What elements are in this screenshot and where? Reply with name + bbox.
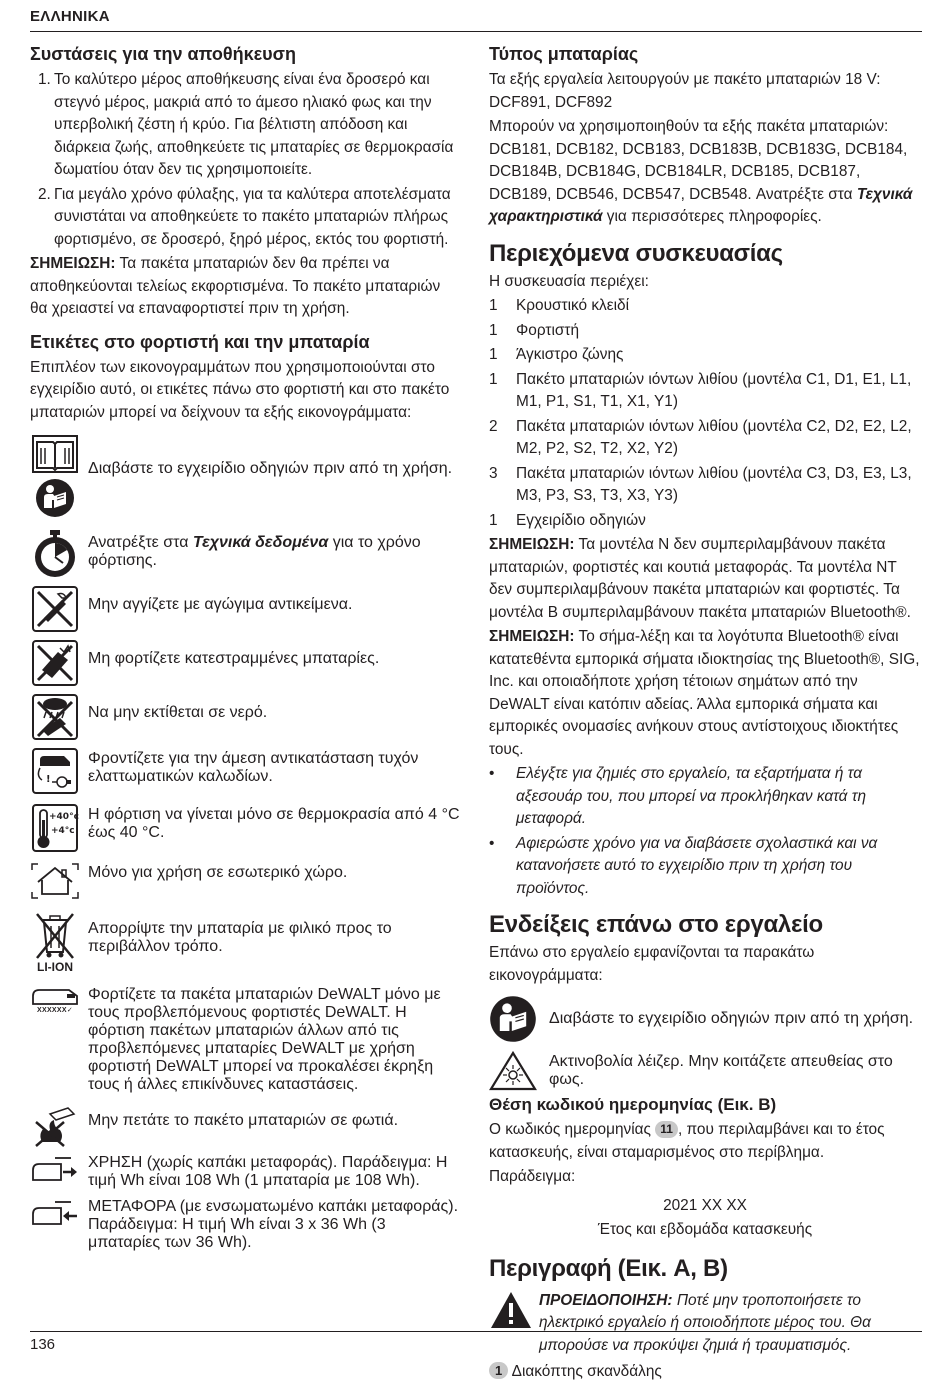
date-code-heading: Θέση κωδικού ημερομηνίας (Εικ. B): [489, 1095, 777, 1114]
label-text: ΧΡΗΣΗ (χωρίς καπάκι μεταφοράς). Παράδειγμα: Η τιμή Wh είναι 108 Wh (1 μπαταρία με 108 Wh).: [88, 1154, 448, 1189]
list-item: [30, 184, 460, 252]
warning-triangle-icon: [489, 1290, 533, 1330]
label-text: Φορτίζετε τα πακέτα μπαταριών DeWALT μόνο με τους προβλεπόμενους φορτιστές DeWALT. Η φόρτιση πακέτων μπαταριών άλλων από τις προβλεπόμενες μπαταρίες DeWALT με χρήση φορτιστή DeWALT μπορεί να προκαλέσει έκρηξη τους ή άλλες επικίνδυνες καταστάσεις.: [88, 986, 441, 1093]
label-row-conductive: [30, 586, 460, 632]
item-number: 2.: [38, 185, 51, 203]
label-text: Μη φορτίζετε κατεστραμμένες μπαταρίες.: [88, 650, 380, 667]
tool-marking-laser: [489, 1051, 921, 1091]
label-row-cord: [30, 748, 460, 794]
package-note-2: ΣΗΜΕΙΩΣΗ: Το σήμα-λέξη και τα λογότυπα Bluetooth® είναι κατατεθέντα εμπορικά σήματα ιδιοκτησίας της Bluetooth®, SIG, Inc. και οποιαδήποτε χρήση τέτοιων σημάτων από την DeWALT είναι κατόπιν αδείας. Άλλα εμπορικά σήματα και εμπορικές ονομασίες ανήκουν στους αντίστοιχους ιδιοκτήτες τους.: [489, 628, 920, 758]
storage-list: [30, 69, 460, 251]
list-item: 1 Άγκιστρο ζώνης: [489, 346, 624, 363]
indoor-use-icon: [30, 862, 80, 900]
open-book-icon: [31, 434, 79, 474]
charger-compat-icon: [31, 986, 79, 1006]
note-text: Τα πακέτα μπαταριών δεν θα πρέπει να αποθηκεύονται τελείως εκφορτισμένα. Το πακέτο μπαταριών θα χρειαστεί να επαναφορτιστεί πριν τη χρήση.: [30, 255, 441, 317]
package-list: [489, 295, 921, 532]
label-text: Μόνο για χρήση σε εσωτερικό χώρο.: [88, 864, 348, 881]
callout-badge: 1: [489, 1362, 508, 1379]
label-row-timer: [30, 530, 460, 578]
marking-text: Διαβάστε το εγχειρίδιο οδηγιών πριν από τη χρήση.: [549, 1010, 914, 1027]
thermo-top-label: +40°c: [49, 812, 79, 822]
label-row-recycle: [30, 912, 460, 974]
use-mode-icon: [31, 1154, 79, 1184]
page-footer: [30, 1331, 922, 1353]
list-item: • Αφιερώστε χρόνο για να διαβάσετε σχολαστικά και να κατανοήσετε αυτό το εγχειρίδιο πριν τη χρήση του προϊόντος.: [489, 834, 878, 897]
list-item: 2 Πακέτα μπαταριών ιόντων λιθίου (μοντέλα C2, D2, E2, L2, M2, P2, S2, T2, X2, Y2): [489, 417, 912, 457]
li-ion-label: LI-ION: [37, 960, 73, 974]
label-row-fire: [30, 1106, 460, 1146]
example-caption: Έτος και εβδομάδα κατασκευής: [597, 1221, 813, 1238]
item-number: 1.: [38, 71, 51, 88]
example-label: Παράδειγμα:: [489, 1168, 576, 1185]
date-code-text: Ο κωδικός ημερομηνίας 11 , που περιλαμβάνει και το έτος κατασκευής, είναι σταμαρισμένος στο περίβλημα.: [489, 1121, 885, 1161]
battery-type-p2: Μπορούν να χρησιμοποιηθούν τα εξής πακέτα μπαταριών: DCB181, DCB182, DCB183, DCB183B, DCB183G, DCB184, DCB184B, DCB184G, DCB184LR, DCB185, DCB187, DCB189, DCB546, DCB547, DCB548. Ανατρέξτε στα Τεχνικά χαρακτηριστικά για περισσότερες πληροφορίες.: [489, 118, 913, 225]
thermo-bottom-label: +4°c: [51, 826, 75, 836]
label-row-read-manual: [30, 434, 460, 518]
tool-marking-read: [489, 995, 921, 1043]
warning-text: ΠΡΟΕΙΔΟΠΟΙΗΣΗ: Ποτέ μην τροποποιήσετε το ηλεκτρικό εργαλείο ή οποιοδήποτε μέρος του. Θα μπορούσε να προκύψει ζημιά ή τραυματισμός.: [539, 1291, 871, 1354]
thermometer-icon: [32, 804, 78, 852]
list-item: 1 Πακέτο μπαταριών ιόντων λιθίου (μοντέλα C1, D1, E1, L1, M1, P1, S1, T1, X1, Y1): [489, 370, 912, 410]
svg-text:!: !: [46, 774, 51, 785]
label-text: Να μην εκτίθεται σε νερό.: [88, 704, 268, 721]
battery-type-heading: Τύπος μπαταρίας: [489, 44, 639, 64]
label-text: Ανατρέξτε στα Τεχνικά δεδομένα για το χρόνο φόρτισης.: [88, 534, 421, 569]
item-text: Για μεγάλο χρόνο φύλαξης, για τα καλύτερα αποτελέσματα συνιστάται να αποθηκεύετε το πακέτο μπαταριών πλήρως φορτισμένο, σε δροσερό, ξηρό μέρος, εκτός του φορτιστή.: [54, 185, 451, 248]
charger-code-label: XXXXXX✓: [37, 1007, 73, 1014]
list-item: 3 Πακέτα μπαταριών ιόντων λιθίου (μοντέλα C3, D3, E3, L3, M3, P3, S3, T3, X3, Y3): [489, 464, 912, 504]
label-row-water: [30, 694, 460, 740]
label-row-charger: [30, 986, 460, 1094]
example-value: 2021 XX XX: [663, 1196, 747, 1214]
list-item: 1 Κρουστικό κλειδί: [489, 297, 629, 314]
laser-warning-icon: [489, 1051, 537, 1091]
no-conductive-objects-icon: [32, 586, 78, 632]
warning-block: [489, 1290, 921, 1358]
read-manual-icon: [489, 995, 537, 1043]
labels-heading: Ετικέτες στο φορτιστή και την μπαταρία: [30, 331, 370, 352]
marking-text: Ακτινοβολία λέιζερ. Μην κοιτάζετε απευθείας στο φως.: [549, 1053, 893, 1088]
battery-type-p1: Τα εξής εργαλεία λειτουργούν με πακέτο μπαταριών 18 V: DCF891, DCF892: [489, 71, 881, 111]
label-row-use: [30, 1154, 460, 1190]
no-fire-icon: [32, 1106, 78, 1146]
part-item: [489, 1361, 921, 1384]
tool-markings-heading: Ενδείξεις επάνω στο εργαλείο: [489, 911, 823, 938]
tool-markings-intro: Επάνω στο εργαλείο εμφανίζονται τα παρακάτω εικονογράμματα:: [489, 944, 815, 984]
description-heading: Περιγραφή (Εικ. A, B): [489, 1254, 728, 1282]
replace-cord-icon: [32, 748, 78, 794]
list-item: 1 Φορτιστή: [489, 321, 580, 339]
label-text: Μην αγγίζετε με αγώγιμα αντικείμενα.: [88, 596, 353, 613]
note-label: ΣΗΜΕΙΩΣΗ:: [30, 255, 116, 272]
item-text: Το καλύτερο μέρος αποθήκευσης είναι ένα δροσερό και στεγνό μέρος, μακριά από το άμεσο ηλιακό φως και την υπερβολική ζέστη ή κρύο. Για βέλτιστη απόδοση και διάρκεια ζωής, αποθηκεύετε τις μπαταρίες σε θερμοκρασία δωματίου όταν δεν τις χρησιμοποιείτε.: [54, 71, 454, 178]
package-heading: Περιεχόμενα συσκευασίας: [489, 239, 783, 267]
label-text: Μην πετάτε το πακέτο μπαταριών σε φωτιά.: [88, 1112, 399, 1129]
label-text: ΜΕΤΑΦΟΡΑ (με ενσωματωμένο καπάκι μεταφοράς). Παράδειγμα: Η τιμή Wh είναι 3 x 36 Wh (3 μπαταρίες των 36 Wh).: [88, 1198, 459, 1251]
transport-mode-icon: [31, 1198, 79, 1228]
no-damaged-battery-icon: [32, 640, 78, 686]
list-item: [30, 69, 460, 182]
no-water-icon: [32, 694, 78, 740]
label-text: Η φόρτιση να γίνεται μόνο σε θερμοκρασία από 4 °C έως 40 °C.: [88, 806, 460, 841]
list-item: • Ελέγξτε για ζημιές στο εργαλείο, τα εξαρτήματα ή τα αξεσουάρ του, που μπορεί να προκλήθηκαν κατά τη μεταφορά.: [489, 765, 867, 827]
package-note-1: ΣΗΜΕΙΩΣΗ: Τα μοντέλα N δεν συμπεριλαμβάνουν πακέτα μπαταριών, φορτιστές και κουτιά μεταφοράς. Τα μοντέλα NT δεν συμπεριλαμβάνουν πακέτα μπαταριών και φορτιστές. Τα μοντέλα B συμπεριλαμβάνουν πακέτα μπαταριών Bluetooth®.: [489, 536, 911, 621]
read-manual-icon: [35, 478, 75, 518]
storage-note: [30, 253, 460, 321]
label-text: Φροντίζετε για την άμεση αντικατάσταση τυχόν ελαττωματικών καλωδίων.: [88, 750, 419, 785]
timer-icon: [33, 530, 77, 578]
label-row-transport: [30, 1198, 460, 1252]
storage-heading: Συστάσεις για την αποθήκευση: [30, 44, 296, 64]
callout-badge: 11: [655, 1121, 678, 1138]
package-intro: Η συσκευασία περιέχει:: [489, 272, 649, 290]
label-row-damaged: [30, 640, 460, 686]
list-item: 1 Εγχειρίδιο οδηγιών: [489, 511, 646, 529]
page-header: [30, 8, 922, 32]
left-column: [30, 40, 460, 1252]
package-bullets: [489, 763, 921, 900]
labels-intro: Επιπλέον των εικονογραμμάτων που χρησιμοποιούνται στο εγχειρίδιο αυτό, οι ετικέτες πάνω στο φορτιστή και στο πακέτο μπαταριών μπορεί να δείχνουν τα εξής εικονογράμματα:: [30, 358, 450, 421]
page-number: 136: [30, 1336, 56, 1353]
recycle-bin-icon: [35, 912, 75, 960]
right-column: [489, 40, 921, 1384]
label-row-indoor: [30, 862, 460, 900]
part-label: Διακόπτης σκανδάλης: [511, 1363, 662, 1380]
label-row-thermo: [30, 804, 460, 852]
language-label: ΕΛΛΗΝΙΚΑ: [30, 8, 110, 25]
label-text: Διαβάστε το εγχειρίδιο οδηγιών πριν από τη χρήση.: [88, 460, 453, 477]
label-text: Απορρίψτε την μπαταρία με φιλικό προς το περιβάλλον τρόπο.: [88, 920, 392, 955]
